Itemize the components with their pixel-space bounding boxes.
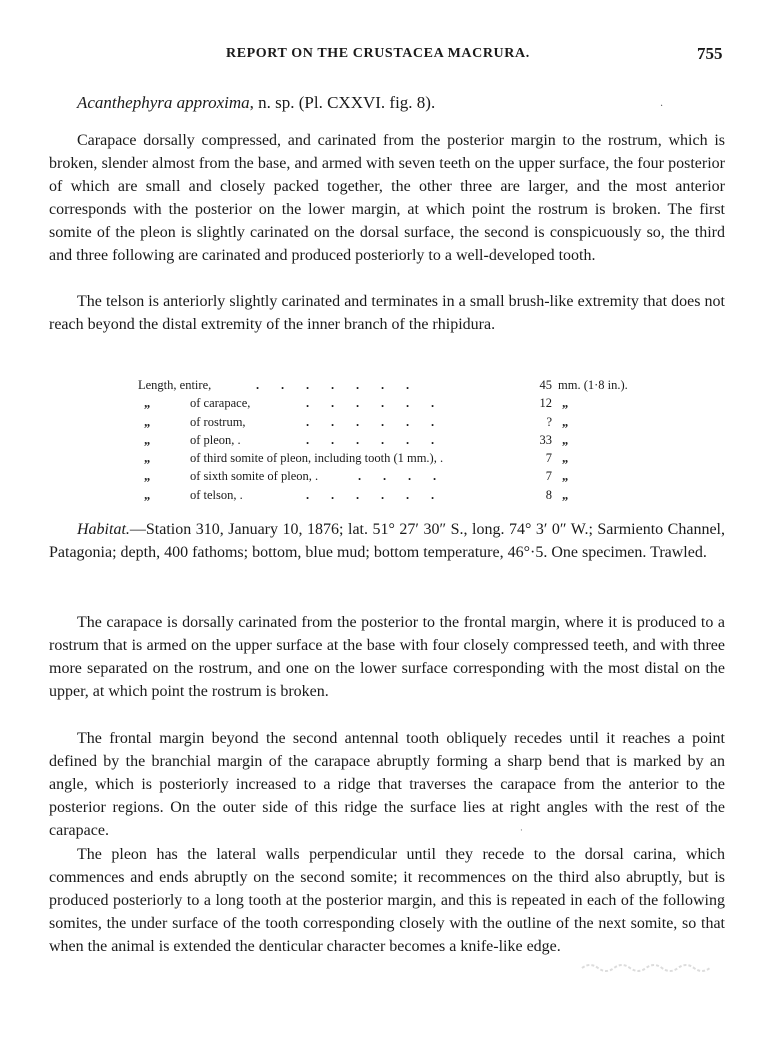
- measurement-label: of carapace,: [190, 396, 251, 411]
- dot-leaders: . . . .: [358, 469, 437, 484]
- measurement-unit: „: [562, 432, 569, 447]
- measurement-unit: „: [562, 414, 569, 429]
- stray-mark: ·: [520, 826, 523, 836]
- dot-leaders: . . . . . .: [306, 487, 435, 502]
- measurement-label: of third somite of pleon, including tooth (1 mm.), .: [190, 451, 444, 466]
- species-heading: [77, 93, 435, 113]
- measurement-label: of rostrum,: [190, 414, 246, 429]
- measurement-unit: mm. (1·8 in.).: [558, 378, 628, 392]
- measurement-label: of sixth somite of pleon, .: [190, 469, 319, 484]
- page-header: [0, 46, 776, 68]
- measurement-value: 7: [545, 469, 552, 484]
- measurement-unit: „: [562, 469, 569, 484]
- measurement-row: [138, 469, 658, 487]
- ditto-mark: „: [144, 396, 151, 411]
- ditto-mark: „: [144, 432, 151, 447]
- dot-leaders: . . . . . .: [306, 414, 435, 429]
- measurement-label: of telson, .: [190, 487, 243, 502]
- measurement-row: [138, 415, 658, 433]
- measurement-row: [138, 451, 658, 469]
- description-paragraph-4: The frontal margin beyond the second antennal tooth obliquely recedes until it reaches a point defined by the branchial margin of the carapace abruptly forming a sharp bend that is marked by an angle, which is posteriorly increased to a ridge that traverses the carapace from the anterior to the posterior regions. On the outer side of this ridge the surface lies at right angles with the rest of the carapace.: [49, 730, 725, 839]
- measurement-label: of pleon, .: [190, 432, 241, 447]
- measurement-value: 12: [539, 396, 552, 411]
- dot-leaders: . . . . . .: [306, 432, 435, 447]
- ditto-mark: „: [144, 487, 151, 502]
- description-paragraph-1: Carapace dorsally compressed, and carinated from the posterior margin to the rostrum, which is broken, slender almost from the base, and armed with seven teeth on the upper surface, the four posterior of which are small and closely packed together, the other three are larger, and the most anterior corresponds with the posterior on the lower margin, at which point the rostrum is broken. The first somite of the pleon is slightly carinated on the dorsal surface, the second is conspicuously so, the third and three following are carinated and produced posteriorly to a well-developed tooth.: [49, 132, 725, 264]
- measurement-row: [138, 488, 658, 506]
- measurement-unit: „: [562, 396, 569, 411]
- faint-stamp: [578, 958, 728, 976]
- ditto-mark: „: [144, 414, 151, 429]
- habitat-paragraph: [49, 519, 725, 565]
- measurement-row: [138, 378, 658, 396]
- ditto-mark: „: [144, 469, 151, 484]
- species-plate-reference: , n. sp. (Pl. CXXVI. fig. 8).: [249, 93, 436, 112]
- species-name: Acanthephyra approxima: [77, 93, 250, 112]
- running-title: REPORT ON THE CRUSTACEA MACRURA.: [226, 46, 530, 61]
- measurement-row: [138, 433, 658, 451]
- dot-leaders: . . . . . . .: [256, 378, 410, 392]
- ditto-mark: „: [144, 451, 151, 466]
- measurement-unit: „: [562, 451, 569, 466]
- habitat-text: —Station 310, January 10, 1876; lat. 51° 27′ 30″ S., long. 74° 3′ 0″ W.; Sarmiento Channel, Patagonia; depth, 400 fathoms; bottom, blue mud; bottom temperature, 46°·5. One specimen. Trawled.: [49, 521, 725, 561]
- measurement-value: 8: [545, 487, 552, 502]
- measurement-unit: „: [562, 487, 569, 502]
- measurement-value: ?: [546, 414, 552, 429]
- description-paragraph-3: The carapace is dorsally carinated from the posterior to the frontal margin, where it is produced to a rostrum that is armed on the upper surface at the base with four closely compressed teeth, and with three more separated on the rostrum, and one on the lower surface corresponding with the most distal on the upper, at which point the rostrum is broken.: [49, 614, 725, 700]
- description-paragraph-2: The telson is anteriorly slightly carinated and terminates in a small brush-like extremity that does not reach beyond the distal extremity of the inner branch of the rhipidura.: [49, 293, 725, 333]
- habitat-label: Habitat.: [77, 521, 130, 538]
- description-paragraph-5: The pleon has the lateral walls perpendicular until they recede to the dorsal carina, which commences and ends abruptly on the second somite; it recommences on the third also abruptly, but is produced posteriorly to a long tooth at the posterior margin, and this is repeated in each of the following somites, the under surface of the tooth corresponding closely with the outline of the next somite, so that when the animal is extended the denticular character becomes a knife-like edge.: [49, 846, 725, 956]
- measurements-table: [138, 378, 658, 506]
- page-number: 755: [697, 44, 723, 63]
- measurement-row: [138, 396, 658, 414]
- measurement-value: 33: [539, 432, 552, 447]
- measurement-value: 45: [539, 378, 552, 392]
- stray-mark: .: [660, 98, 664, 109]
- dot-leaders: . . . . . .: [306, 396, 435, 411]
- measurement-label: Length, entire,: [138, 378, 212, 392]
- measurement-value: 7: [545, 451, 552, 466]
